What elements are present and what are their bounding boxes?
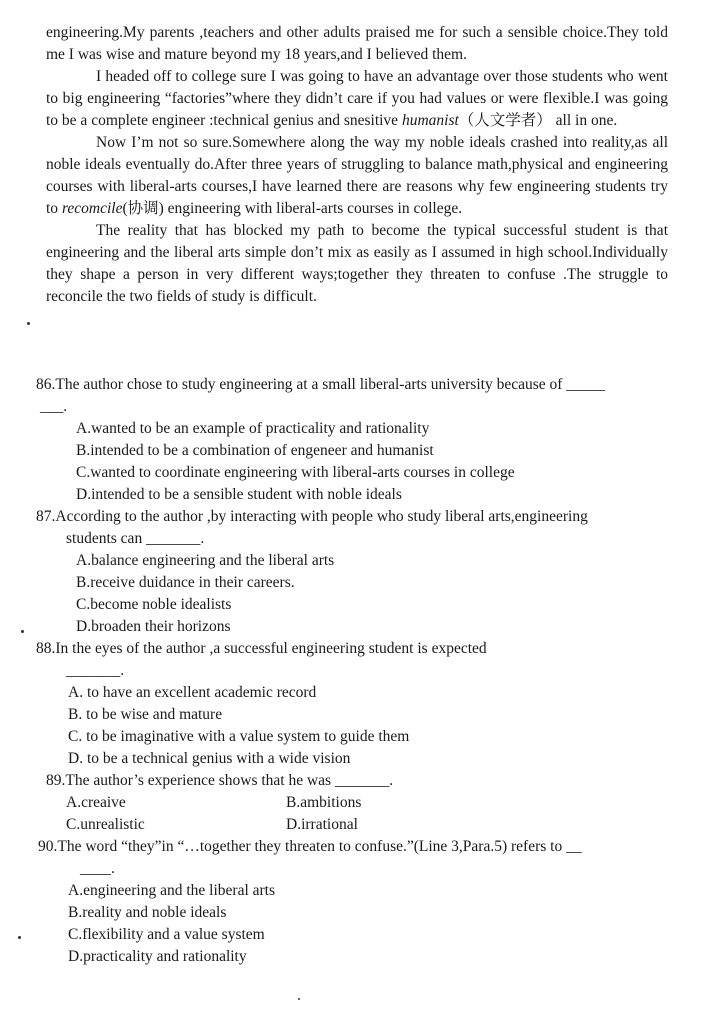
option-d[interactable]: D.broaden their horizons xyxy=(76,618,231,635)
question-options xyxy=(36,880,666,968)
reading-passage xyxy=(46,22,668,308)
option-c[interactable]: C.wanted to coordinate engineering with liberal-arts courses in college xyxy=(76,464,515,481)
scan-speck xyxy=(21,630,24,633)
passage-paragraph-3-text: Now I’m not so sure.Somewhere along the way my noble ideals crashed into reality,as all noble ideals eventually do.After three years of struggling to balance math,physical and engineering courses with liberal-arts courses,I have learned there are reasons why few engineering students try to xyxy=(46,134,668,217)
question-options-row-1 xyxy=(36,792,666,814)
question-stem-blank: _______. xyxy=(66,662,125,679)
passage-paragraph-3-tail: (协调) engineering with liberal-arts courses in college. xyxy=(122,200,463,217)
question-options xyxy=(36,682,666,770)
question-stem: 87.According to the author ,by interacting with people who study liberal arts,engineering xyxy=(36,508,588,525)
option-d[interactable]: D.practicality and rationality xyxy=(68,948,247,965)
option-a[interactable]: A.balance engineering and the liberal arts xyxy=(76,552,335,569)
option-b[interactable]: B.reality and noble ideals xyxy=(68,904,227,921)
glossed-word-recomcile: recomcile xyxy=(61,200,123,217)
option-b[interactable]: B. to be wise and mature xyxy=(68,706,223,723)
question-88 xyxy=(36,638,666,770)
option-c[interactable]: C. to be imaginative with a value system to guide them xyxy=(68,728,410,745)
option-a[interactable]: A. to have an excellent academic record xyxy=(68,684,317,701)
question-87 xyxy=(36,506,666,638)
option-a[interactable]: A.wanted to be an example of practicality and rationality xyxy=(76,420,430,437)
option-c[interactable]: C.flexibility and a value system xyxy=(68,926,265,943)
option-d[interactable]: D. to be a technical genius with a wide vision xyxy=(68,750,351,767)
option-c[interactable]: C.become noble idealists xyxy=(76,596,232,613)
option-b[interactable]: B.receive duidance in their careers. xyxy=(76,574,295,591)
passage-paragraph-3 xyxy=(46,132,668,220)
option-d[interactable]: D.irrational xyxy=(286,816,358,833)
passage-paragraph-1: engineering.My parents ,teachers and other adults praised me for such a sensible choice.They told me I was wise and mature beyond my 18 years,and I believed them. xyxy=(46,24,668,63)
question-90 xyxy=(36,836,666,968)
question-options xyxy=(36,550,666,638)
scan-speck xyxy=(298,998,300,1000)
question-stem-blank: ____. xyxy=(80,860,115,877)
passage-paragraph-2-tail: （人文学者） all in one. xyxy=(458,112,618,129)
question-86 xyxy=(36,374,666,506)
question-stem-continued: students can _______. xyxy=(66,530,205,547)
question-list xyxy=(36,374,666,968)
question-stem: 90.The word “they”in “…together they threaten to confuse.”(Line 3,Para.5) refers to __ xyxy=(38,838,582,855)
question-options xyxy=(36,418,666,506)
passage-paragraph-4: The reality that has blocked my path to become the typical successful student is that engineering and the liberal arts simple don’t mix as easily as I assumed in high school.Individually they shape a person in very different ways;together they threaten to confuse .The struggle to reconcile the two fields of study is difficult. xyxy=(46,222,668,305)
glossed-word-humanist: humanist xyxy=(401,112,459,129)
question-89 xyxy=(36,770,666,836)
option-b[interactable]: B.ambitions xyxy=(286,794,362,811)
option-b[interactable]: B.intended to be a combination of engeneer and humanist xyxy=(76,442,434,459)
question-stem: 88.In the eyes of the author ,a successful engineering student is expected xyxy=(36,640,487,657)
passage-paragraph-2-text: I headed off to college sure I was going to have an advantage over those students who went to big engineering “factories”where they didn’t care if you had values or were flexible.I was going to be a complete engineer :technical genius and snesitive xyxy=(46,68,668,129)
scan-speck xyxy=(18,936,21,939)
passage-paragraph-2 xyxy=(46,66,668,132)
question-stem: 89.The author’s experience shows that he was _______. xyxy=(46,772,394,789)
question-stem: 86.The author chose to study engineering at a small liberal-arts university because of _____ xyxy=(36,376,606,393)
option-a[interactable]: A.engineering and the liberal arts xyxy=(68,882,276,899)
option-d[interactable]: D.intended to be a sensible student with noble ideals xyxy=(76,486,402,503)
question-stem-blank: ___. xyxy=(40,398,68,415)
option-a[interactable]: A.creaive xyxy=(66,794,126,811)
option-c[interactable]: C.unrealistic xyxy=(66,816,145,833)
scan-speck xyxy=(27,322,30,325)
question-options-row-2 xyxy=(36,814,666,836)
